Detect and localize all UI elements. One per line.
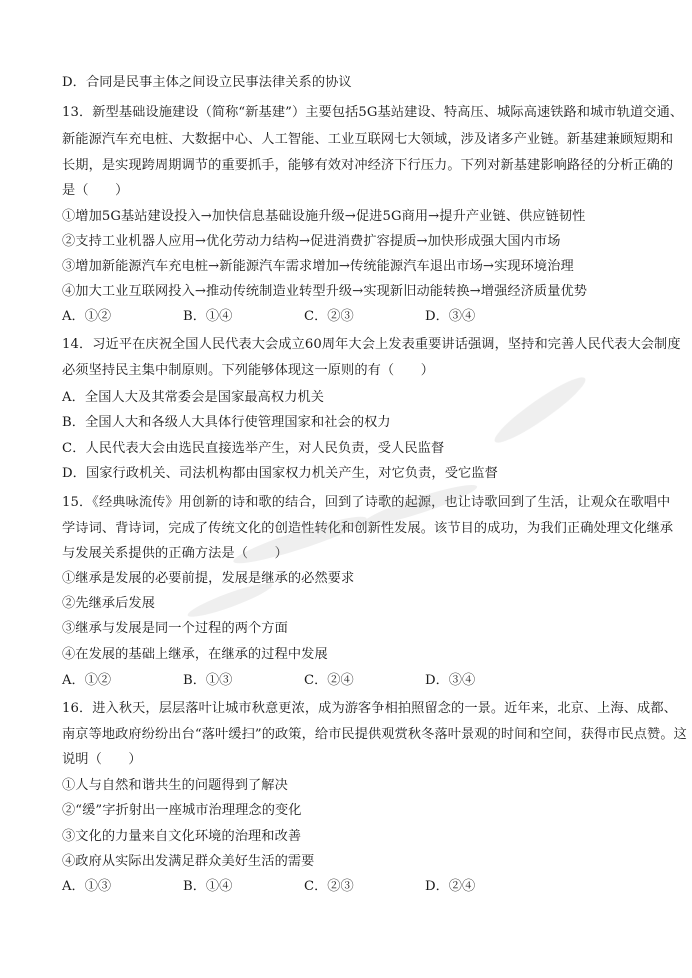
q13-stem-line-4: 是（ ） bbox=[62, 183, 129, 198]
q16-stem-line-3: 说明（ ） bbox=[62, 752, 142, 767]
q16-stem-line-1: 16．进入秋天，层层落叶让城市秋意更浓，成为游客争相拍照留念的一景。近年来，北京、上海、成都、 bbox=[62, 701, 677, 716]
q16-statement-3: ③文化的力量来自文化环境的治理和改善 bbox=[62, 829, 302, 844]
q13-stem-line-2: 新能源汽车充电桩、大数据中心、人工智能、工业互联网七大领域，涉及诸多产业链。新基建兼顾短期和 bbox=[62, 132, 674, 147]
q13-statement-2: ②支持工业机器人应用→优化劳动力结构→促进消费扩容提质→加快形成强大国内市场 bbox=[62, 234, 561, 249]
q13-options bbox=[62, 309, 642, 325]
q13-option-b: B．①④ bbox=[183, 309, 233, 324]
q14-stem-line-1: 14．习近平在庆祝全国人民代表大会成立60周年大会上发表重要讲话强调，坚持和完善人民代表大会制度 bbox=[62, 337, 681, 352]
q16-statement-4: ④政府从实际出发满足群众美好生活的需要 bbox=[62, 854, 315, 869]
q15-stem-line-3: 与发展关系提供的正确方法是（ ） bbox=[62, 546, 288, 561]
q16-statement-1: ①人与自然和谐共生的问题得到了解决 bbox=[62, 778, 288, 793]
q14-option-b: B．全国人大和各级人大具体行使管理国家和社会的权力 bbox=[62, 415, 391, 430]
q15-statement-3: ③继承与发展是同一个过程的两个方面 bbox=[62, 621, 288, 636]
q13-statement-3: ③增加新能源汽车充电桩→新能源汽车需求增加→传统能源汽车退出市场→实现环境治理 bbox=[62, 259, 574, 274]
q13-option-d: D．③④ bbox=[425, 309, 476, 324]
q15-statement-1: ①继承是发展的必要前提，发展是继承的必然要求 bbox=[62, 571, 355, 586]
q14-option-a: A．全国人大及其常委会是国家最高权力机关 bbox=[62, 390, 325, 405]
q15-option-b: B．①③ bbox=[183, 673, 233, 688]
q15-option-c: C．②④ bbox=[304, 673, 354, 688]
q15-options bbox=[62, 673, 642, 689]
q16-option-a: A．①③ bbox=[62, 879, 112, 894]
q16-option-d: D．②④ bbox=[425, 879, 476, 894]
q14-option-d: D．国家行政机关、司法机构都由国家权力机关产生，对它负责，受它监督 bbox=[62, 466, 498, 481]
q16-options bbox=[62, 879, 642, 895]
q13-statement-1: ①增加5G基站建设投入→加快信息基础设施升级→促进5G商用→提升产业链、供应链韧性 bbox=[62, 209, 586, 224]
q14-stem-line-2: 必须坚持民主集中制原则。下列能够体现这一原则的有（ ） bbox=[62, 363, 435, 378]
q13-option-c: C．②③ bbox=[304, 309, 354, 324]
q15-stem-line-1: 15．《经典咏流传》用创新的诗和歌的结合，回到了诗歌的起源，也让诗歌回到了生活，让观众在歌唱中 bbox=[62, 495, 671, 510]
q16-stem-line-2: 南京等地政府纷纷出台“落叶缓扫”的政策，给市民提供观赏秋冬落叶景观的时间和空间，获得市民点赞。这 bbox=[62, 727, 687, 742]
q15-option-d: D．③④ bbox=[425, 673, 476, 688]
q16-option-c: C．②③ bbox=[304, 879, 354, 894]
q16-statement-2: ②“缓”字折射出一座城市治理理念的变化 bbox=[62, 803, 302, 818]
q13-stem-line-1: 13．新型基础设施建设（简称“新基建”）主要包括5G基站建设、特高压、城际高速铁路和城市轨道交通、 bbox=[62, 105, 684, 120]
q15-statement-4: ④在发展的基础上继承，在继承的过程中发展 bbox=[62, 647, 328, 662]
q15-statement-2: ②先继承后发展 bbox=[62, 596, 156, 611]
q13-stem-line-3: 长期，是实现跨周期调节的重要抓手，能够有效对冲经济下行压力。下列对新基建影响路径的分析正确的 bbox=[62, 158, 674, 173]
q13-option-a: A．①② bbox=[62, 309, 112, 324]
q16-option-b: B．①④ bbox=[183, 879, 233, 894]
q14-option-c: C．人民代表大会由选民直接选举产生，对人民负责，受人民监督 bbox=[62, 441, 445, 456]
q15-option-a: A．①② bbox=[62, 673, 112, 688]
q15-stem-line-2: 学诗词、背诗词，完成了传统文化的创造性转化和创新性发展。该节目的成功，为我们正确处理文化继承 bbox=[62, 521, 674, 536]
q12-option-d: D．合同是民事主体之间设立民事法律关系的协议 bbox=[62, 75, 352, 90]
q13-statement-4: ④加大工业互联网投入→推动传统制造业转型升级→实现新旧动能转换→增强经济质量优势 bbox=[62, 284, 588, 299]
